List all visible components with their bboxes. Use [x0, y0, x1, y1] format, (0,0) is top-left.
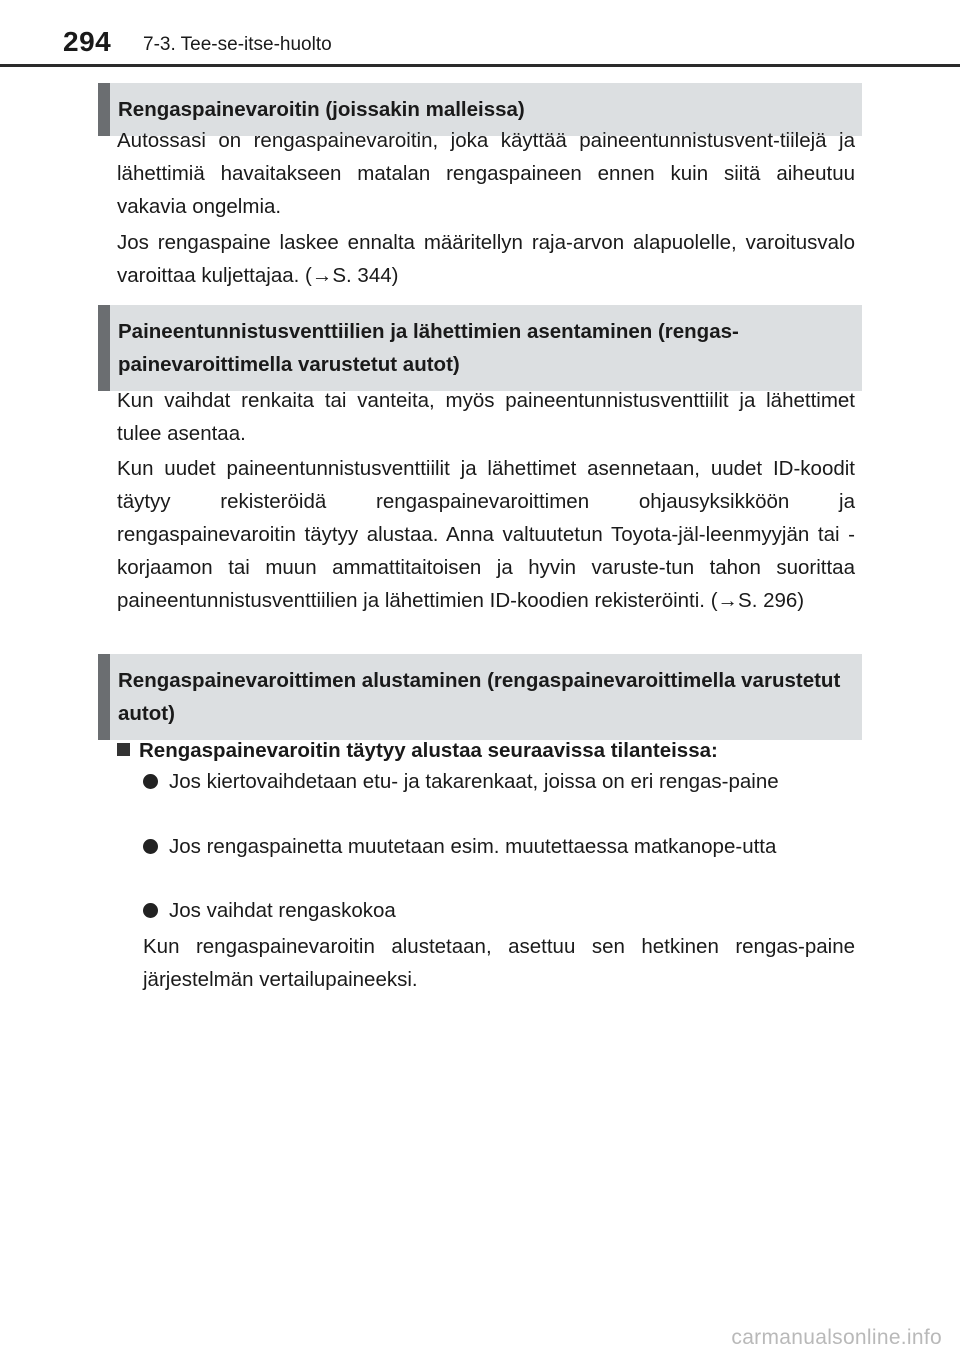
section-title-initialization: Rengaspainevaroittimen alustaminen (rengaspainevaroittimella varustetut autot)	[98, 654, 862, 740]
page-header	[0, 0, 960, 70]
chapter-title: 7-3. Tee-se-itse-huolto	[143, 34, 332, 55]
bullet-dot-icon	[143, 839, 158, 854]
list-item	[143, 894, 855, 927]
paragraph: Kun vaihdat renkaita tai vanteita, myös paineentunnistusventtiilit ja lähettimet tulee asentaa.	[117, 389, 855, 445]
paragraph: Autossasi on rengaspainevaroitin, joka käyttää paineentunnistusvent-tiilejä ja lähettimiä havaitakseen matalan rengaspaineen ennen kuin siitä aiheutuu vakavia ongelmia.	[117, 129, 855, 218]
list-item	[143, 765, 855, 798]
page-number: 294	[63, 26, 112, 57]
sub-heading	[117, 734, 855, 767]
watermark: carmanualsonline.info	[731, 1326, 942, 1349]
list-item-text: Jos rengaspainetta muutetaan esim. muutettaessa matkanope-utta	[169, 835, 777, 858]
sub-heading-text: Rengaspainevaroitin täytyy alustaa seuraavissa tilanteissa:	[139, 739, 718, 762]
section-title-sensor-install: Paineentunnistusventtiilien ja lähettimien asentaminen (rengas-painevaroittimella varustetut autot)	[98, 305, 862, 391]
list-item	[143, 830, 855, 863]
paragraph: Kun uudet paineentunnistusventtiilit ja lähettimet asennetaan, uudet ID-koodit täytyy rekisteröidä rengaspainevaroittimen ohjausyksikköön ja rengaspainevaroitin täytyy alustaa. Anna valtuutetun Toyota-jäl-leenmyyjän tai -korjaamon tai muun ammattitaitoisen ja hyvin varuste-tun tahon suorittaa paineentunnistusventtiilien ja lähettimien ID-koodien rekisteröinti. (→S. 296)	[117, 457, 855, 612]
section-title-tpms: Rengaspainevaroitin (joissakin malleissa)	[98, 83, 862, 136]
header-divider	[0, 64, 960, 67]
list-item-text: Jos vaihdat rengaskokoa	[169, 899, 396, 922]
bullet-dot-icon	[143, 903, 158, 918]
paragraph: Kun rengaspainevaroitin alustetaan, asettuu sen hetkinen rengas-paine järjestelmän vertailupaineeksi.	[143, 935, 855, 991]
bullet-dot-icon	[143, 774, 158, 789]
list-item-text: Jos kiertovaihdetaan etu- ja takarenkaat, joissa on eri rengas-paine	[169, 770, 779, 793]
paragraph: Jos rengaspaine laskee ennalta määritellyn raja-arvon alapuolelle, varoitusvalo varoittaa kuljettajaa. (→S. 344)	[117, 231, 855, 287]
square-bullet-icon	[117, 743, 130, 756]
